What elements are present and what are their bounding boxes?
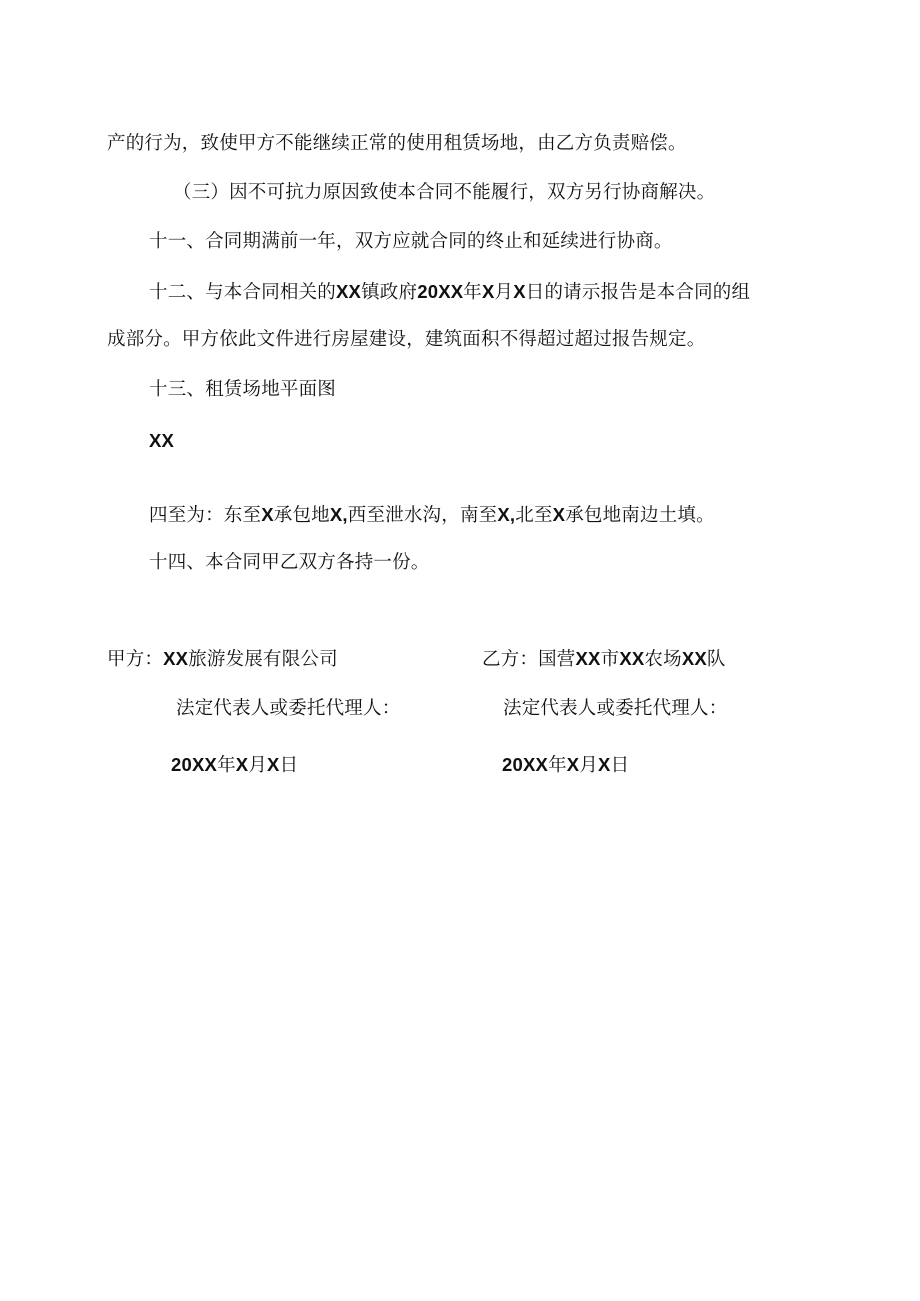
boundaries-text-g: 北至: [515, 505, 553, 526]
party-a-name: [107, 647, 338, 672]
site-plan-placeholder: XX: [149, 430, 175, 451]
boundaries-text-c: 承包地: [273, 505, 330, 526]
clause-12-text-i: 日的请示报告是本合同的组: [525, 282, 751, 303]
party-a-name-bold: XX: [163, 648, 189, 669]
party-b-day-label: 日: [610, 755, 630, 776]
party-a-month: X: [235, 754, 249, 775]
party-a-label: 甲方：: [107, 649, 164, 670]
boundaries-text-a: 四至为：东至: [149, 505, 262, 526]
party-a-year-label: 年: [217, 755, 236, 776]
party-a-name-rest: 旅游发展有限公司: [188, 649, 338, 670]
party-a-day: X: [267, 754, 280, 775]
clause-12-text-a: 十二、与本合同相关的: [149, 282, 337, 303]
party-b-farm: XX: [619, 648, 645, 669]
east-x2: X,: [329, 504, 348, 525]
party-a-year: 20XX: [171, 754, 218, 775]
party-b-year: 20XX: [502, 754, 549, 775]
clause-12-text-c: 镇政府: [361, 282, 418, 303]
paragraph-continuation: 产的行为，致使甲方不能继续正常的使用租赁场地，由乙方负责赔偿。: [107, 133, 687, 154]
party-a-month-label: 月: [248, 755, 268, 776]
clause-14: 十四、本合同甲乙双方各持一份。: [149, 552, 430, 573]
party-b-month: X: [566, 754, 580, 775]
east-x: X: [261, 504, 274, 525]
clause-13: 十三、租赁场地平面图: [149, 379, 337, 400]
clause-12-line2: 成部分。甲方依此文件进行房屋建设，建筑面积不得超过超过报告规定。: [107, 329, 706, 350]
party-b-label: 乙方：国营: [482, 649, 576, 670]
party-b-city: XX: [575, 648, 601, 669]
north-x: X: [552, 504, 566, 525]
month-label: 月: [494, 282, 514, 303]
boundaries: [149, 503, 715, 528]
boundaries-text-i: 承包地南边土填。: [565, 505, 715, 526]
month: X: [481, 281, 495, 302]
year-label: 年: [463, 282, 482, 303]
boundaries-text-e: 西至泄水沟，南至: [347, 505, 498, 526]
party-b-name: [482, 647, 726, 672]
year: 20XX: [417, 281, 464, 302]
clause-10-3: （三）因不可抗力原因致使本合同不能履行，双方另行协商解决。: [173, 182, 716, 203]
party-b-team-label: 队: [706, 649, 726, 670]
party-b-team: XX: [681, 648, 707, 669]
party-a-date: [171, 753, 298, 778]
party-b-year-label: 年: [548, 755, 567, 776]
clause-11: 十一、合同期满前一年，双方应就合同的终止和延续进行协商。: [149, 231, 673, 252]
party-a-representative: 法定代表人或委托代理人：: [176, 698, 401, 719]
south-x: X,: [497, 504, 516, 525]
party-b-month-label: 月: [579, 755, 599, 776]
day: X: [513, 281, 526, 302]
party-b-farm-label: 农场: [644, 649, 682, 670]
party-a-day-label: 日: [279, 755, 299, 776]
town-name: XX: [336, 281, 362, 302]
party-b-city-label: 市: [600, 649, 620, 670]
clause-12-line1: [149, 280, 750, 305]
party-b-date: [502, 753, 629, 778]
party-b-day: X: [598, 754, 611, 775]
party-b-representative: 法定代表人或委托代理人：: [503, 698, 728, 719]
